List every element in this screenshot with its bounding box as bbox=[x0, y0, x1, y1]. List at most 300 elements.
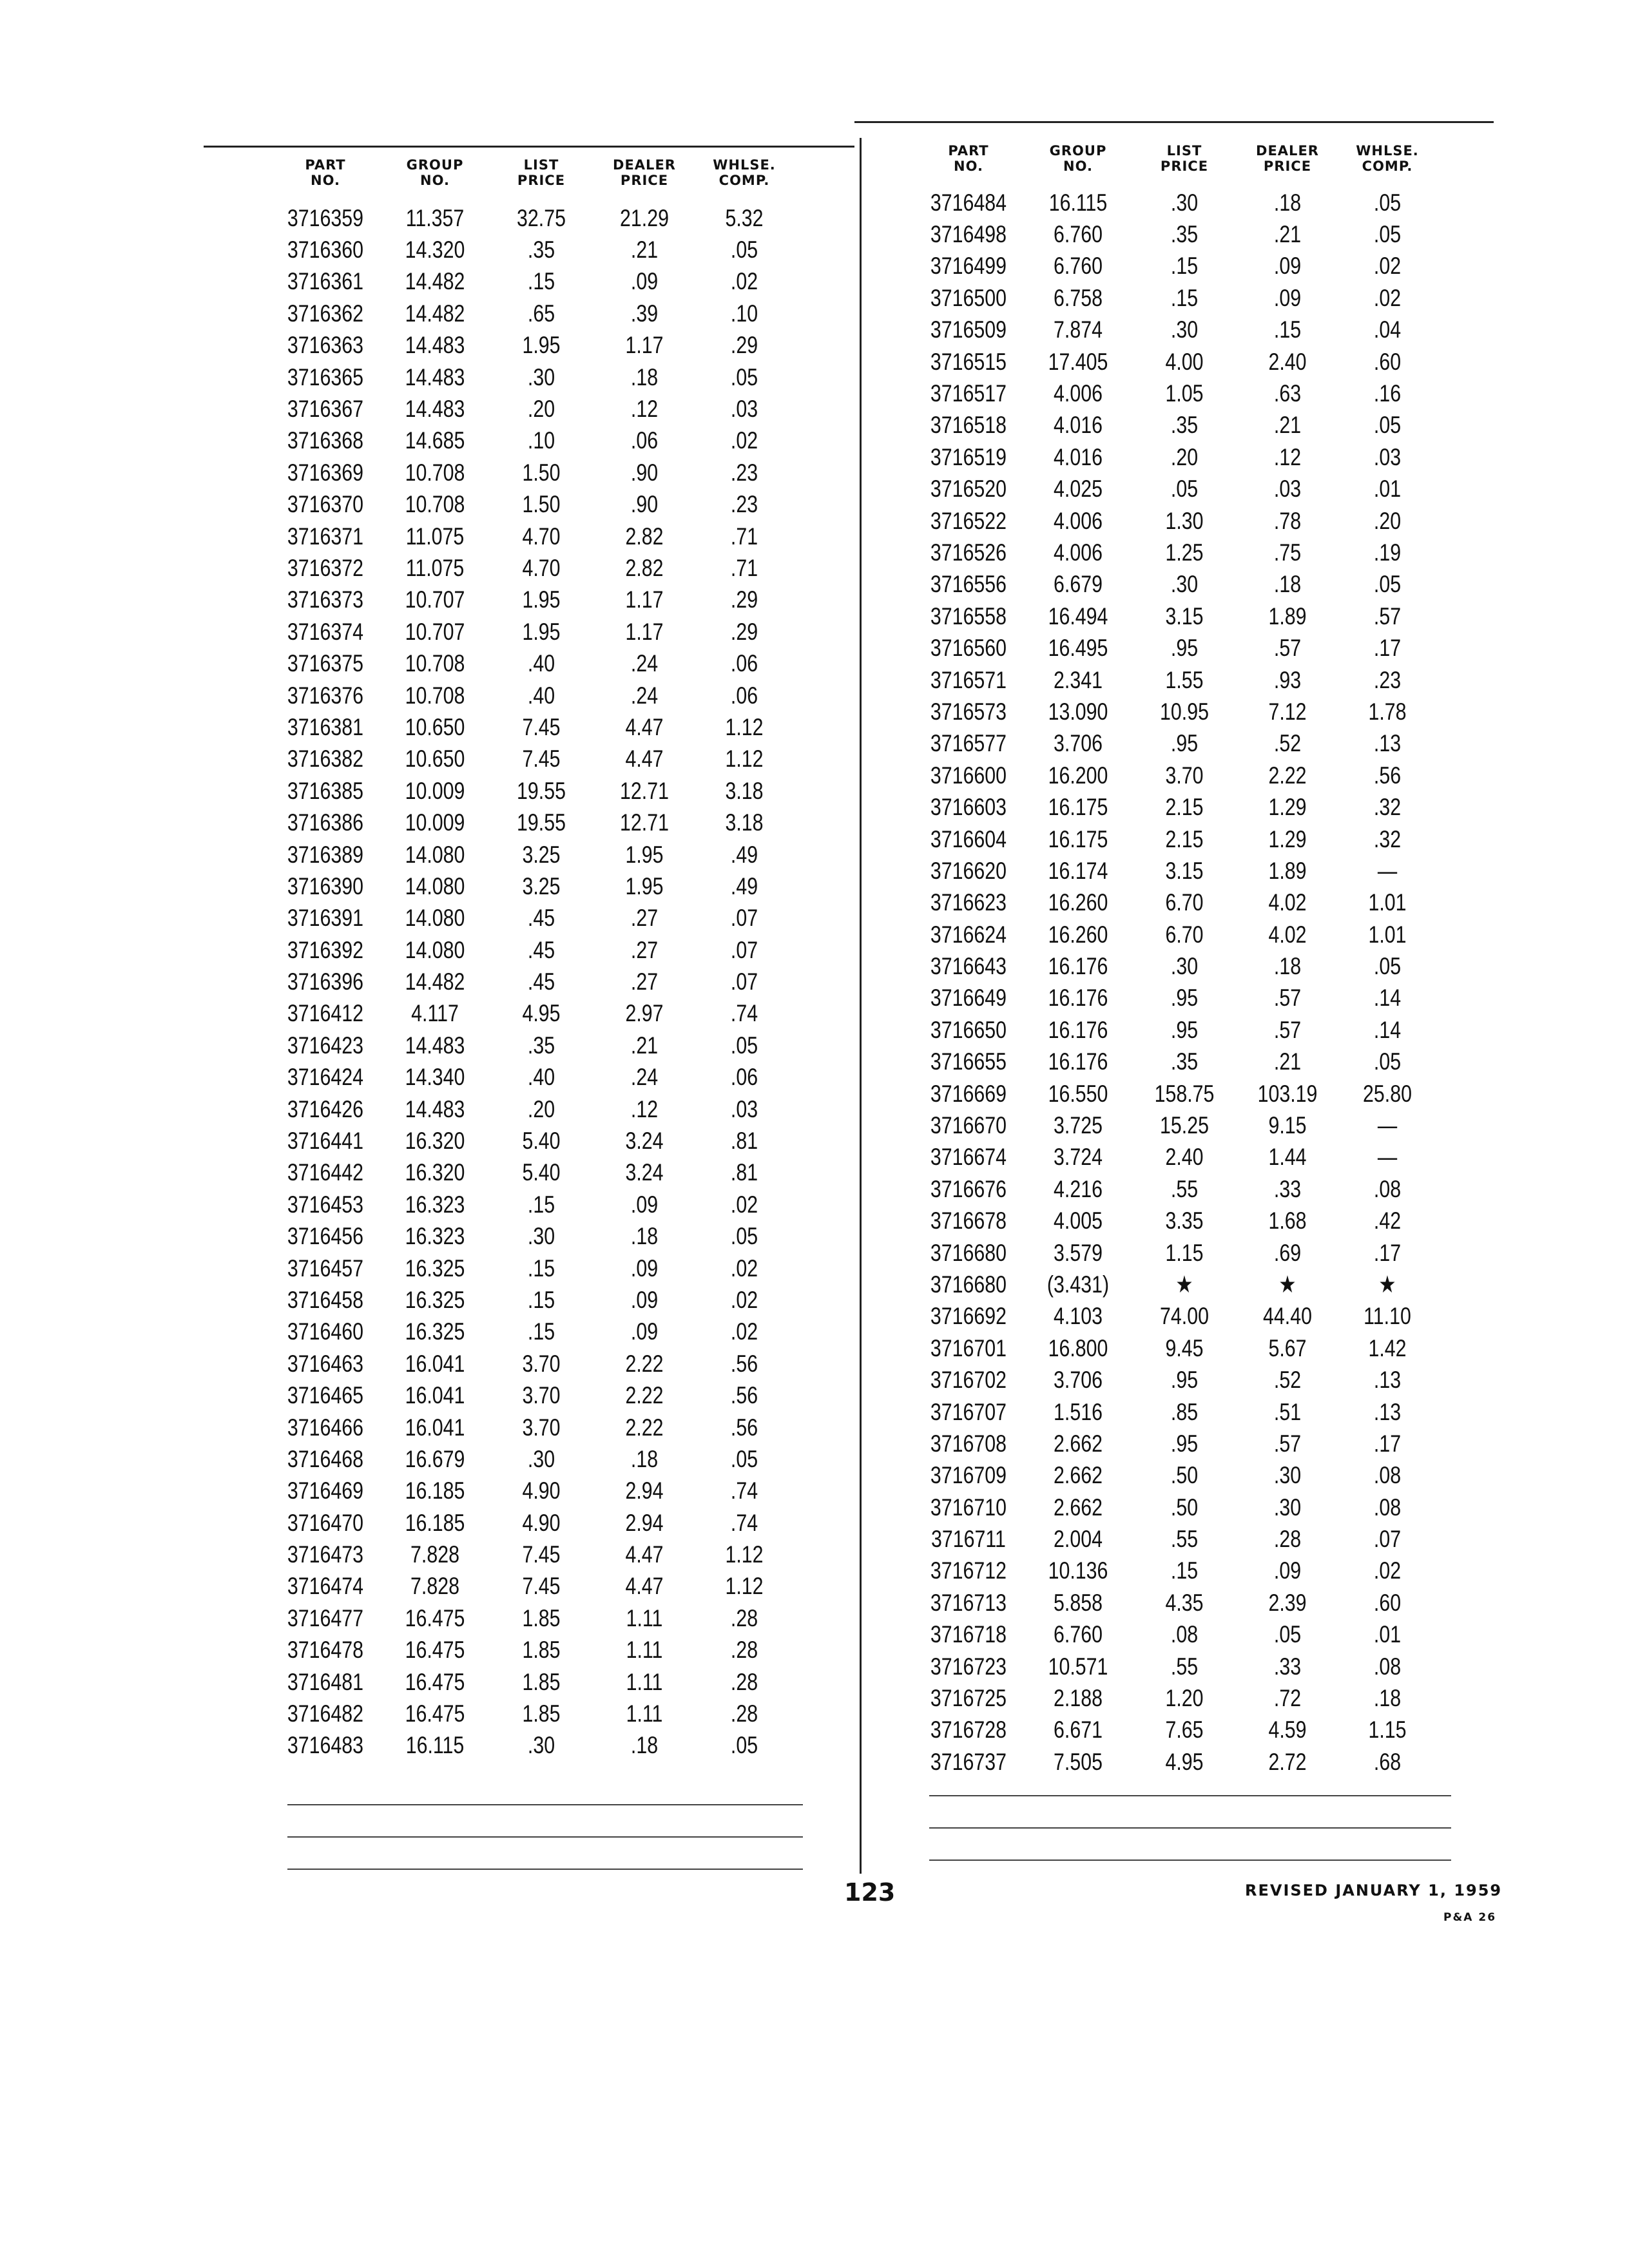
group-no-cell: 11.075 bbox=[405, 523, 465, 550]
dealer-price-cell: .27 bbox=[630, 968, 659, 995]
part-no-cell: 3716371 bbox=[287, 523, 364, 550]
table-row bbox=[271, 775, 793, 807]
dealer-price-cell: .28 bbox=[1273, 1526, 1302, 1553]
list-price-cell: 7.45 bbox=[522, 1541, 561, 1568]
table-row bbox=[271, 1189, 793, 1220]
list-price-cell: 1.25 bbox=[1165, 539, 1204, 566]
part-no-cell: 3716382 bbox=[287, 745, 364, 773]
part-no-cell: 3716678 bbox=[930, 1207, 1007, 1235]
whlse-comp-cell: .17 bbox=[1373, 1239, 1402, 1266]
group-no-cell: 14.080 bbox=[405, 905, 465, 932]
whlse-comp-cell: .06 bbox=[730, 650, 758, 677]
dealer-price-cell: .57 bbox=[1273, 985, 1302, 1012]
list-price-cell: 158.75 bbox=[1154, 1080, 1215, 1107]
whlse-comp-cell: ★ bbox=[1378, 1271, 1396, 1298]
list-price-cell: .35 bbox=[527, 1032, 555, 1059]
list-price-cell: .95 bbox=[1170, 730, 1199, 757]
part-no-cell: 3716368 bbox=[287, 427, 364, 454]
dealer-price-cell: 12.71 bbox=[620, 809, 669, 836]
dealer-price-cell: 4.47 bbox=[625, 745, 664, 773]
dealer-price-cell: .21 bbox=[1273, 1048, 1302, 1075]
table-row bbox=[914, 1523, 1436, 1555]
group-no-cell: 1.516 bbox=[1054, 1398, 1103, 1425]
table-row bbox=[914, 919, 1436, 950]
whlse-comp-cell: 1.01 bbox=[1368, 921, 1407, 948]
table-row bbox=[271, 1507, 793, 1539]
group-no-cell: 4.216 bbox=[1054, 1175, 1103, 1202]
group-no-cell: 6.671 bbox=[1054, 1716, 1103, 1744]
dealer-price-cell: .18 bbox=[630, 363, 659, 390]
whlse-comp-cell: .05 bbox=[730, 1445, 758, 1472]
part-no-cell: 3716482 bbox=[287, 1700, 364, 1727]
list-price-cell: 4.35 bbox=[1165, 1589, 1204, 1616]
part-no-cell: 3716604 bbox=[930, 825, 1007, 852]
dealer-price-cell: .03 bbox=[1273, 476, 1302, 503]
group-no-cell: 16.176 bbox=[1048, 1016, 1108, 1043]
list-price-cell: 7.65 bbox=[1165, 1716, 1204, 1744]
whlse-comp-cell: .02 bbox=[1373, 253, 1402, 280]
table-row bbox=[914, 601, 1436, 632]
group-no-cell: 16.115 bbox=[405, 1732, 465, 1759]
part-no-cell: 3716526 bbox=[930, 539, 1007, 566]
dealer-price-cell: 1.29 bbox=[1268, 794, 1307, 821]
whlse-comp-cell: .02 bbox=[730, 1286, 758, 1313]
group-no-cell: 2.004 bbox=[1054, 1526, 1103, 1553]
list-price-cell: 1.95 bbox=[522, 332, 561, 359]
part-no-cell: 3716424 bbox=[287, 1064, 364, 1091]
blank-line bbox=[287, 1869, 803, 1870]
list-price-cell: 1.95 bbox=[522, 618, 561, 645]
group-no-cell: 2.662 bbox=[1054, 1430, 1103, 1457]
part-no-cell: 3716392 bbox=[287, 936, 364, 963]
dealer-price-cell: .24 bbox=[630, 1064, 659, 1091]
group-no-cell: 16.323 bbox=[405, 1191, 465, 1218]
group-no-cell: 10.136 bbox=[1048, 1557, 1108, 1584]
group-no-cell: 4.025 bbox=[1054, 476, 1103, 503]
dealer-price-cell: .21 bbox=[1273, 221, 1302, 248]
table-row bbox=[914, 251, 1436, 282]
table-row bbox=[271, 711, 793, 743]
list-price-cell: .40 bbox=[527, 650, 555, 677]
table-row bbox=[271, 839, 793, 870]
dealer-price-cell: 2.82 bbox=[625, 554, 664, 581]
group-no-cell: 10.708 bbox=[405, 491, 465, 518]
list-price-cell: 1.15 bbox=[1165, 1239, 1204, 1266]
part-no-cell: 3716369 bbox=[287, 459, 364, 486]
header-group-no: GROUP NO. bbox=[1049, 143, 1107, 174]
table-row bbox=[914, 282, 1436, 314]
group-no-cell: 16.323 bbox=[405, 1223, 465, 1250]
list-price-cell: 3.15 bbox=[1165, 602, 1204, 629]
list-price-cell: .10 bbox=[527, 427, 555, 454]
dealer-price-cell: .57 bbox=[1273, 1016, 1302, 1043]
dealer-price-cell: .09 bbox=[1273, 1557, 1302, 1584]
group-no-cell: 4.117 bbox=[411, 1000, 459, 1027]
list-price-cell: 3.70 bbox=[522, 1350, 561, 1377]
group-no-cell: 16.800 bbox=[1048, 1334, 1108, 1361]
whlse-comp-cell: .17 bbox=[1373, 1430, 1402, 1457]
group-no-cell: 6.760 bbox=[1054, 1621, 1103, 1648]
list-price-cell: .35 bbox=[1170, 1048, 1199, 1075]
dealer-price-cell: 1.11 bbox=[626, 1637, 663, 1664]
whlse-comp-cell: .49 bbox=[730, 841, 758, 868]
dealer-price-cell: .63 bbox=[1273, 380, 1302, 407]
group-no-cell: 16.200 bbox=[1048, 762, 1108, 789]
part-no-cell: 3716711 bbox=[931, 1526, 1006, 1553]
whlse-comp-cell: .28 bbox=[730, 1668, 758, 1695]
whlse-comp-cell: .57 bbox=[1373, 602, 1402, 629]
list-price-cell: 3.25 bbox=[522, 841, 561, 868]
part-no-cell: 3716603 bbox=[930, 794, 1007, 821]
table-row bbox=[271, 1062, 793, 1093]
top-rule-right bbox=[854, 121, 1494, 123]
dealer-price-cell: 1.89 bbox=[1268, 602, 1307, 629]
list-price-cell: 1.05 bbox=[1165, 380, 1204, 407]
table-row bbox=[914, 632, 1436, 664]
table-row bbox=[914, 1619, 1436, 1651]
table-row bbox=[914, 664, 1436, 696]
group-no-cell: 16.325 bbox=[405, 1318, 465, 1345]
table-row bbox=[914, 1428, 1436, 1459]
whlse-comp-cell: .02 bbox=[730, 1191, 758, 1218]
top-rule-left bbox=[204, 146, 854, 148]
whlse-comp-cell: .02 bbox=[1373, 284, 1402, 311]
group-no-cell: 16.260 bbox=[1048, 921, 1108, 948]
part-no-cell: 3716457 bbox=[287, 1254, 364, 1282]
part-no-cell: 3716370 bbox=[287, 491, 364, 518]
whlse-comp-cell: .28 bbox=[730, 1637, 758, 1664]
group-no-cell: 14.483 bbox=[405, 332, 465, 359]
group-no-cell: 10.708 bbox=[405, 459, 465, 486]
part-no-cell: 3716381 bbox=[287, 713, 364, 740]
dealer-price-cell: .72 bbox=[1273, 1685, 1302, 1712]
list-price-cell: 3.15 bbox=[1165, 857, 1204, 884]
group-no-cell: 3.579 bbox=[1054, 1239, 1103, 1266]
whlse-comp-cell: .56 bbox=[730, 1350, 758, 1377]
whlse-comp-cell: .29 bbox=[730, 586, 758, 613]
list-price-cell: .15 bbox=[1170, 284, 1199, 311]
part-no-cell: 3716577 bbox=[930, 730, 1007, 757]
group-no-cell: 14.080 bbox=[405, 936, 465, 963]
group-no-cell: 16.325 bbox=[405, 1254, 465, 1282]
blank-line bbox=[287, 1836, 803, 1838]
whlse-comp-cell: .04 bbox=[1373, 316, 1402, 343]
dealer-price-cell: .09 bbox=[630, 1254, 659, 1282]
list-price-cell: .50 bbox=[1170, 1462, 1199, 1489]
dealer-price-cell: .18 bbox=[1273, 189, 1302, 216]
list-price-cell: .20 bbox=[1170, 443, 1199, 470]
dealer-price-cell: 2.94 bbox=[625, 1509, 664, 1536]
group-no-cell: (3.431) bbox=[1046, 1271, 1110, 1298]
whlse-comp-cell: .56 bbox=[730, 1382, 758, 1409]
group-no-cell: 14.483 bbox=[405, 1095, 465, 1122]
header-part-no: PART NO. bbox=[948, 143, 989, 174]
table-row bbox=[914, 1078, 1436, 1110]
whlse-comp-cell: .08 bbox=[1373, 1494, 1402, 1521]
group-no-cell: 10.708 bbox=[405, 682, 465, 709]
table-row bbox=[914, 1492, 1436, 1523]
whlse-comp-cell: 1.01 bbox=[1368, 889, 1407, 916]
whlse-comp-cell: .60 bbox=[1373, 348, 1402, 375]
group-no-cell: 16.041 bbox=[405, 1382, 465, 1409]
table-row bbox=[271, 680, 793, 711]
part-no-cell: 3716375 bbox=[287, 650, 364, 677]
dealer-price-cell: 4.47 bbox=[625, 713, 664, 740]
table-row bbox=[914, 1364, 1436, 1396]
group-no-cell: 14.080 bbox=[405, 841, 465, 868]
part-no-cell: 3716360 bbox=[287, 236, 364, 264]
table-row bbox=[914, 1301, 1436, 1332]
list-price-cell: .50 bbox=[1170, 1494, 1199, 1521]
whlse-comp-cell: .28 bbox=[730, 1700, 758, 1727]
table-row bbox=[271, 521, 793, 552]
whlse-comp-cell: 1.12 bbox=[725, 1541, 764, 1568]
part-no-cell: 3716517 bbox=[930, 380, 1007, 407]
list-price-cell: 7.45 bbox=[522, 1573, 561, 1600]
table-row bbox=[914, 1555, 1436, 1587]
part-no-cell: 3716708 bbox=[930, 1430, 1007, 1457]
blank-line bbox=[929, 1795, 1451, 1796]
part-no-cell: 3716481 bbox=[287, 1668, 364, 1695]
dealer-price-cell: 1.44 bbox=[1268, 1144, 1307, 1171]
whlse-comp-cell: .29 bbox=[730, 332, 758, 359]
table-row bbox=[914, 823, 1436, 855]
group-no-cell: 16.550 bbox=[1048, 1080, 1108, 1107]
whlse-comp-cell: .28 bbox=[730, 1604, 758, 1631]
table-row bbox=[271, 1666, 793, 1698]
group-no-cell: 7.505 bbox=[1054, 1748, 1103, 1775]
header-list-price: LIST PRICE bbox=[517, 157, 566, 188]
dealer-price-cell: 1.17 bbox=[625, 332, 664, 359]
dealer-price-cell: .09 bbox=[630, 1318, 659, 1345]
dealer-price-cell: 1.89 bbox=[1268, 857, 1307, 884]
list-price-cell: .30 bbox=[527, 363, 555, 390]
list-price-cell: 32.75 bbox=[517, 204, 566, 231]
part-no-cell: 3716623 bbox=[930, 889, 1007, 916]
table-row bbox=[914, 1396, 1436, 1428]
dealer-price-cell: 4.47 bbox=[625, 1541, 664, 1568]
dealer-price-cell: .12 bbox=[1273, 443, 1302, 470]
group-no-cell: 4.103 bbox=[1054, 1303, 1103, 1330]
dealer-price-cell: .09 bbox=[1273, 284, 1302, 311]
group-no-cell: 6.758 bbox=[1054, 284, 1103, 311]
whlse-comp-cell: 1.15 bbox=[1368, 1716, 1407, 1744]
table-row bbox=[914, 855, 1436, 887]
dealer-price-cell: 1.11 bbox=[626, 1700, 663, 1727]
whlse-comp-cell: .03 bbox=[730, 396, 758, 423]
table-row bbox=[271, 1030, 793, 1061]
whlse-comp-cell: .71 bbox=[730, 523, 758, 550]
list-price-cell: 15.25 bbox=[1160, 1112, 1209, 1139]
part-no-cell: 3716620 bbox=[930, 857, 1007, 884]
part-no-cell: 3716725 bbox=[930, 1685, 1007, 1712]
dealer-price-cell: 2.39 bbox=[1268, 1589, 1307, 1616]
group-no-cell: 10.707 bbox=[405, 586, 465, 613]
group-no-cell: 10.009 bbox=[405, 809, 465, 836]
dealer-price-cell: 5.67 bbox=[1268, 1334, 1307, 1361]
part-no-cell: 3716669 bbox=[930, 1080, 1007, 1107]
table-row bbox=[914, 187, 1436, 218]
part-no-cell: 3716680 bbox=[930, 1271, 1007, 1298]
dealer-price-cell: .93 bbox=[1273, 666, 1302, 693]
group-no-cell: 16.176 bbox=[1048, 1048, 1108, 1075]
table-row bbox=[271, 744, 793, 775]
whlse-comp-cell: .23 bbox=[1373, 666, 1402, 693]
list-price-cell: .30 bbox=[1170, 316, 1199, 343]
list-price-cell: 2.15 bbox=[1165, 794, 1204, 821]
part-no-cell: 3716363 bbox=[287, 332, 364, 359]
dealer-price-cell: .09 bbox=[630, 1191, 659, 1218]
whlse-comp-cell: .19 bbox=[1373, 539, 1402, 566]
part-no-cell: 3716674 bbox=[930, 1144, 1007, 1171]
left-header bbox=[271, 157, 793, 188]
list-price-cell: .20 bbox=[527, 1095, 555, 1122]
list-price-cell: 9.45 bbox=[1165, 1334, 1204, 1361]
dealer-price-cell: 103.19 bbox=[1257, 1080, 1318, 1107]
part-no-cell: 3716473 bbox=[287, 1541, 364, 1568]
part-no-cell: 3716560 bbox=[930, 635, 1007, 662]
dealer-price-cell: .12 bbox=[630, 1095, 659, 1122]
table-row bbox=[271, 1730, 793, 1762]
whlse-comp-cell: .23 bbox=[730, 459, 758, 486]
whlse-comp-cell: .08 bbox=[1373, 1175, 1402, 1202]
header-list-price: LIST PRICE bbox=[1160, 143, 1209, 174]
dealer-price-cell: .51 bbox=[1273, 1398, 1302, 1425]
dealer-price-cell: 1.17 bbox=[625, 586, 664, 613]
part-no-cell: 3716412 bbox=[287, 1000, 364, 1027]
whlse-comp-cell: 1.12 bbox=[725, 1573, 764, 1600]
part-no-cell: 3716723 bbox=[930, 1653, 1007, 1680]
whlse-comp-cell: .32 bbox=[1373, 794, 1402, 821]
group-no-cell: 10.650 bbox=[405, 713, 465, 740]
table-row bbox=[914, 950, 1436, 982]
whlse-comp-cell: 1.12 bbox=[725, 713, 764, 740]
list-price-cell: 19.55 bbox=[517, 777, 566, 804]
list-price-cell: .15 bbox=[527, 1286, 555, 1313]
list-price-cell: 3.70 bbox=[1165, 762, 1204, 789]
part-no-cell: 3716692 bbox=[930, 1303, 1007, 1330]
part-no-cell: 3716390 bbox=[287, 872, 364, 899]
dealer-price-cell: .27 bbox=[630, 936, 659, 963]
whlse-comp-cell: .42 bbox=[1373, 1207, 1402, 1235]
whlse-comp-cell: .07 bbox=[730, 936, 758, 963]
list-price-cell: .55 bbox=[1170, 1526, 1199, 1553]
table-row bbox=[914, 1173, 1436, 1205]
whlse-comp-cell: — bbox=[1377, 1144, 1398, 1171]
table-row bbox=[914, 760, 1436, 791]
list-price-cell: .45 bbox=[527, 905, 555, 932]
table-row bbox=[271, 1348, 793, 1379]
list-price-cell: 4.95 bbox=[1165, 1748, 1204, 1775]
group-no-cell: 16.176 bbox=[1048, 953, 1108, 980]
dealer-price-cell: 12.71 bbox=[620, 777, 669, 804]
whlse-comp-cell: .74 bbox=[730, 1000, 758, 1027]
list-price-cell: 4.95 bbox=[522, 1000, 561, 1027]
group-no-cell: 16.325 bbox=[405, 1286, 465, 1313]
dealer-price-cell: 4.59 bbox=[1268, 1716, 1307, 1744]
whlse-comp-cell: .13 bbox=[1373, 1367, 1402, 1394]
whlse-comp-cell: — bbox=[1377, 1112, 1398, 1139]
list-price-cell: .55 bbox=[1170, 1653, 1199, 1680]
whlse-comp-cell: 1.12 bbox=[725, 745, 764, 773]
whlse-comp-cell: .56 bbox=[730, 1414, 758, 1441]
list-price-cell: 3.35 bbox=[1165, 1207, 1204, 1235]
table-row bbox=[271, 266, 793, 298]
whlse-comp-cell: .07 bbox=[1373, 1526, 1402, 1553]
left-price-table bbox=[271, 202, 793, 1762]
dealer-price-cell: 21.29 bbox=[620, 204, 669, 231]
dealer-price-cell: 4.47 bbox=[625, 1573, 664, 1600]
table-row bbox=[271, 934, 793, 966]
page-number: 123 bbox=[844, 1878, 896, 1907]
whlse-comp-cell: .05 bbox=[1373, 571, 1402, 598]
group-no-cell: 16.494 bbox=[1048, 602, 1108, 629]
list-price-cell: 3.70 bbox=[522, 1414, 561, 1441]
group-no-cell: 10.009 bbox=[405, 777, 465, 804]
whlse-comp-cell: .18 bbox=[1373, 1685, 1402, 1712]
part-no-cell: 3716515 bbox=[930, 348, 1007, 375]
part-no-cell: 3716442 bbox=[287, 1159, 364, 1186]
list-price-cell: .35 bbox=[1170, 412, 1199, 439]
list-price-cell: .30 bbox=[1170, 953, 1199, 980]
dealer-price-cell: 1.95 bbox=[625, 872, 664, 899]
part-no-cell: 3716522 bbox=[930, 507, 1007, 534]
part-no-cell: 3716465 bbox=[287, 1382, 364, 1409]
group-no-cell: 16.185 bbox=[405, 1509, 465, 1536]
part-no-cell: 3716373 bbox=[287, 586, 364, 613]
right-header bbox=[914, 143, 1436, 174]
dealer-price-cell: 2.94 bbox=[625, 1477, 664, 1504]
whlse-comp-cell: .71 bbox=[730, 554, 758, 581]
part-no-cell: 3716391 bbox=[287, 905, 364, 932]
whlse-comp-cell: .05 bbox=[1373, 189, 1402, 216]
table-row bbox=[271, 616, 793, 648]
group-no-cell: 14.482 bbox=[405, 268, 465, 295]
table-row bbox=[271, 903, 793, 934]
dealer-price-cell: 1.68 bbox=[1268, 1207, 1307, 1235]
list-price-cell: 5.40 bbox=[522, 1128, 561, 1155]
table-row bbox=[914, 314, 1436, 346]
group-no-cell: 3.724 bbox=[1054, 1144, 1103, 1171]
table-row bbox=[271, 1157, 793, 1189]
whlse-comp-cell: .74 bbox=[730, 1509, 758, 1536]
list-price-cell: 7.45 bbox=[522, 745, 561, 773]
list-price-cell: 19.55 bbox=[517, 809, 566, 836]
table-row bbox=[271, 393, 793, 425]
part-no-cell: 3716709 bbox=[930, 1462, 1007, 1489]
dealer-price-cell: .69 bbox=[1273, 1239, 1302, 1266]
part-no-cell: 3716737 bbox=[930, 1748, 1007, 1775]
table-row bbox=[271, 1093, 793, 1125]
list-price-cell: 1.30 bbox=[1165, 507, 1204, 534]
dealer-price-cell: .30 bbox=[1273, 1494, 1302, 1521]
group-no-cell: 16.495 bbox=[1048, 635, 1108, 662]
dealer-price-cell: 2.82 bbox=[625, 523, 664, 550]
list-price-cell: .95 bbox=[1170, 1430, 1199, 1457]
table-row bbox=[271, 1443, 793, 1475]
group-no-cell: 16.475 bbox=[405, 1700, 465, 1727]
group-no-cell: 4.006 bbox=[1054, 539, 1103, 566]
list-price-cell: .95 bbox=[1170, 985, 1199, 1012]
header-part-no: PART NO. bbox=[305, 157, 346, 188]
table-row bbox=[914, 1682, 1436, 1714]
list-price-cell: 4.70 bbox=[522, 554, 561, 581]
group-no-cell: 14.482 bbox=[405, 300, 465, 327]
list-price-cell: .65 bbox=[527, 300, 555, 327]
table-row bbox=[271, 1571, 793, 1602]
dealer-price-cell: .33 bbox=[1273, 1653, 1302, 1680]
list-price-cell: .08 bbox=[1170, 1621, 1199, 1648]
